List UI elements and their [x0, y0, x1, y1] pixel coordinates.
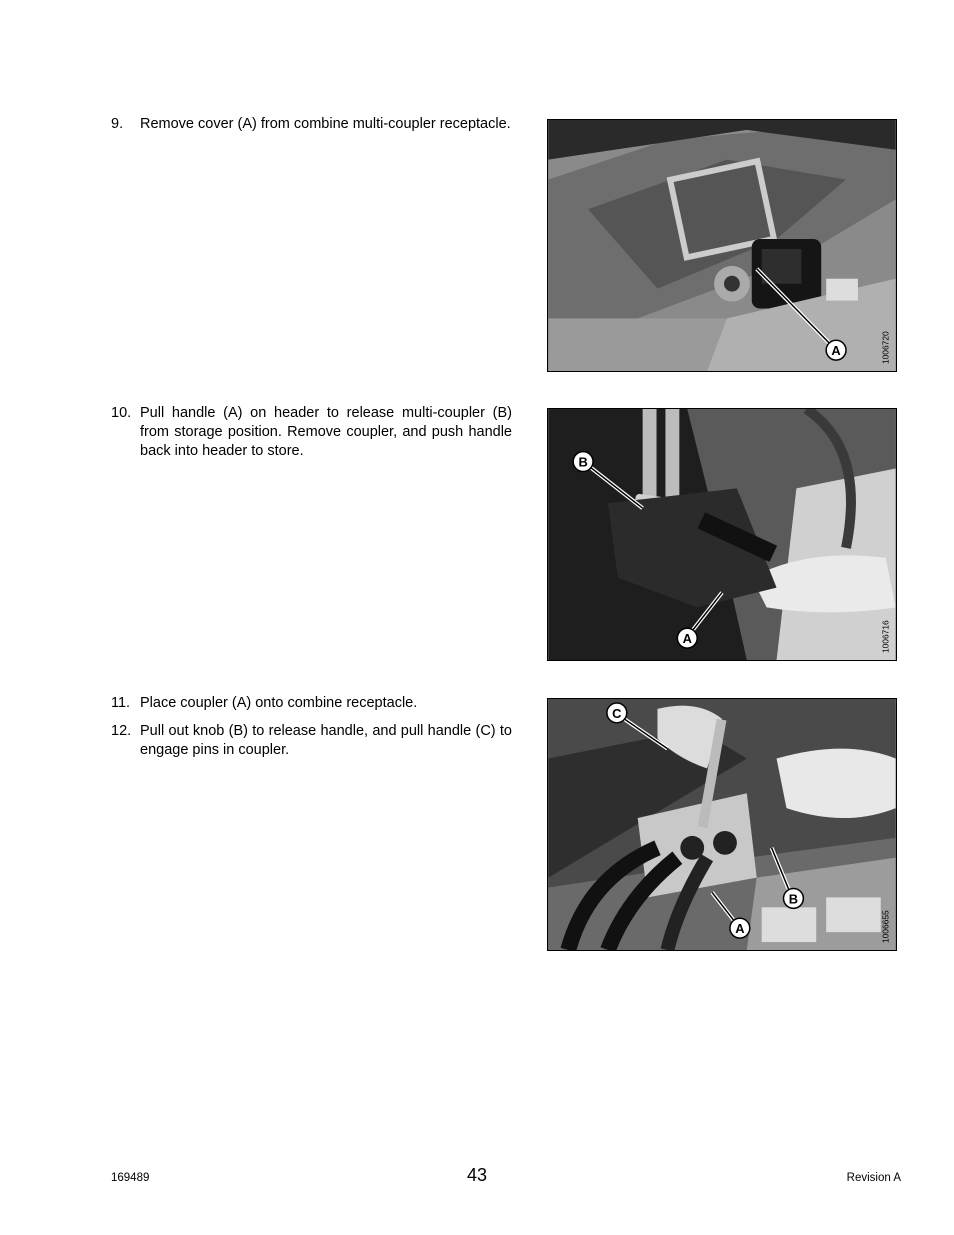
svg-text:B: B	[578, 454, 588, 470]
step-text: Pull out knob (B) to release handle, and pull handle (C) to engage pins in coupler.	[140, 723, 512, 758]
figure-id: 1006655	[880, 910, 891, 944]
callout-b	[573, 452, 593, 472]
svg-text:B: B	[788, 891, 799, 907]
step-12	[111, 722, 512, 760]
callout-a	[677, 628, 697, 648]
svg-text:C: C	[612, 705, 622, 721]
callout-b	[784, 888, 804, 908]
callout-a	[826, 340, 846, 360]
figure-coupler-engage	[547, 698, 897, 951]
figure-id: 1006720	[880, 331, 891, 365]
step-text: Pull handle (A) on header to release multi-coupler (B) from storage position. Remove coupler, and push handle back into header to store.	[140, 405, 512, 459]
photo-receptacle-cover	[548, 120, 896, 371]
document-number: 169489	[111, 1172, 150, 1184]
step-number: 10.	[111, 405, 132, 421]
callout-c	[607, 703, 627, 723]
photo-coupler-engage	[548, 699, 896, 950]
figure-multi-coupler-receptacle	[547, 119, 897, 372]
page-number: 43	[466, 1165, 488, 1185]
step-number: 12.	[111, 723, 132, 739]
step-text: Place coupler (A) onto combine receptacle.	[140, 695, 418, 711]
svg-text:A: A	[682, 631, 692, 647]
svg-text:A: A	[735, 921, 745, 937]
photo-coupler-storage	[548, 409, 896, 660]
revision-label: Revision A	[846, 1172, 901, 1184]
step-number: 9.	[111, 116, 124, 132]
step-number: 11.	[111, 695, 131, 711]
step-10	[111, 404, 512, 461]
svg-text:A: A	[831, 343, 841, 359]
figure-id: 1006716	[880, 620, 891, 654]
step-9	[111, 115, 512, 134]
figure-multi-coupler-storage	[547, 408, 897, 661]
step-text: Remove cover (A) from combine multi-coupler receptacle.	[140, 116, 511, 132]
step-11	[111, 694, 512, 713]
callout-a	[730, 918, 750, 938]
